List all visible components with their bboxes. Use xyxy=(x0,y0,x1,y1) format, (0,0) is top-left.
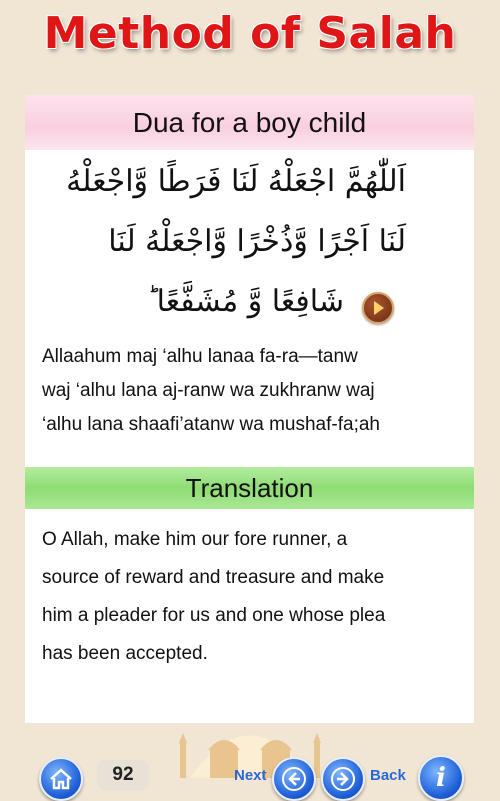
dua-heading: Dua for a boy child xyxy=(25,95,474,150)
transliteration-line: ‘alhu lana shaafi’atanw wa mushaf-fa;ah xyxy=(42,414,380,435)
info-button[interactable] xyxy=(418,755,464,801)
back-button[interactable] xyxy=(321,757,365,801)
page-number: 92 xyxy=(97,760,149,790)
arabic-line-1: اَللّٰهُمَّ اجْعَلْهُ لَنَا فَرَطًا وَّاجْعَلْهُ xyxy=(66,164,406,199)
play-audio-button[interactable] xyxy=(362,292,394,324)
home-icon xyxy=(49,768,73,790)
home-button[interactable] xyxy=(39,757,83,801)
back-label[interactable]: Back xyxy=(370,767,406,784)
translation-heading: Translation xyxy=(25,467,474,509)
arrow-left-icon xyxy=(281,766,307,792)
play-icon xyxy=(374,301,384,315)
arrow-right-icon xyxy=(330,766,356,792)
app-title: Method of Salah xyxy=(43,8,457,59)
next-button[interactable] xyxy=(272,757,316,801)
arabic-line-3: شَافِعًا وَّ مُشَفَّعًا ؕ xyxy=(147,284,344,319)
transliteration xyxy=(25,340,474,467)
translation-line: source of reward and treasure and make xyxy=(42,567,385,588)
info-icon: i xyxy=(436,763,446,793)
translation-line: him a pleader for us and one whose plea xyxy=(42,605,386,626)
translation-text xyxy=(25,509,474,673)
content-card xyxy=(25,95,474,723)
transliteration-line: Allaahum maj ‘alhu lanaa fa-ra—tanw xyxy=(42,346,358,367)
transliteration-line: waj ‘alhu lana aj-ranw wa zukhranw waj xyxy=(42,380,375,401)
translation-line: O Allah, make him our fore runner, a xyxy=(42,529,348,550)
next-label[interactable]: Next xyxy=(234,767,267,784)
arabic-line-2: لَنَا اَجْرًا وَّذُخْرًا وَّاجْعَلْهُ لَنَا xyxy=(108,224,406,259)
translation-line: has been accepted. xyxy=(42,643,208,664)
arabic-text-block xyxy=(25,150,474,340)
